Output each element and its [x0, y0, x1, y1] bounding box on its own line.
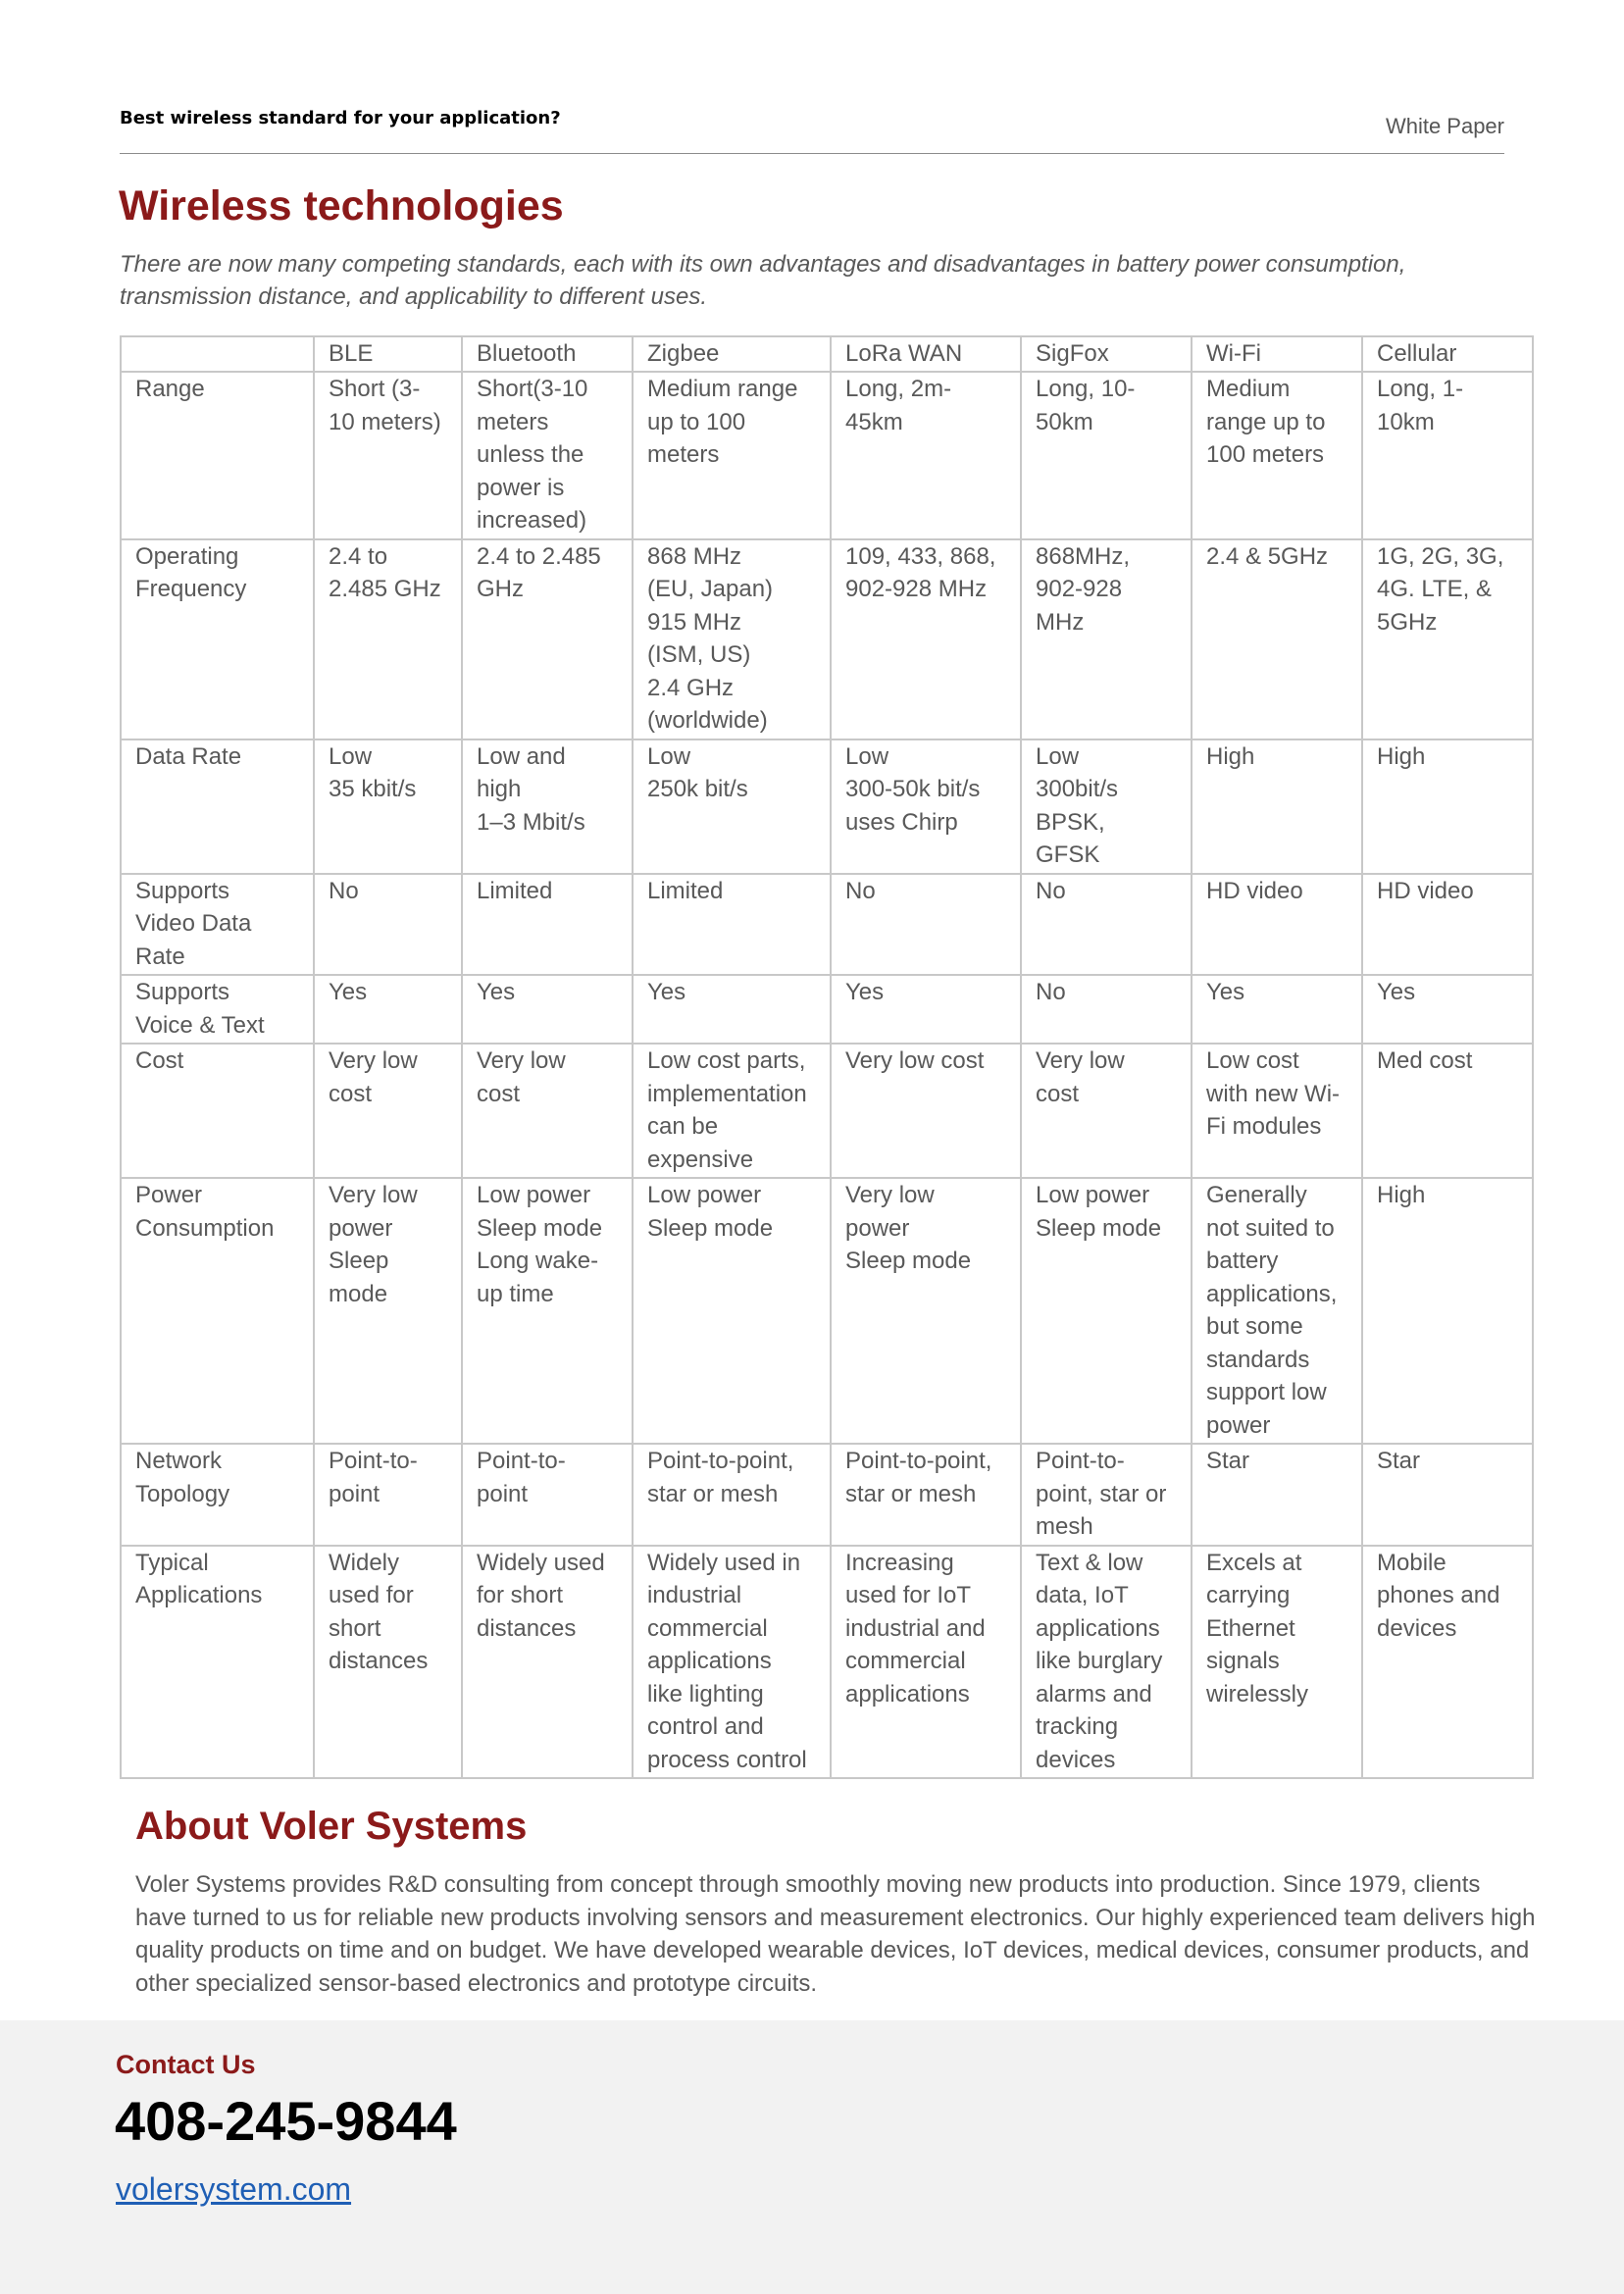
- cell-line: mode: [329, 1280, 388, 1307]
- cell-line: 1G, 2G, 3G,: [1377, 542, 1504, 570]
- cell-line: Ethernet: [1206, 1614, 1295, 1642]
- table-cell: [462, 372, 633, 539]
- cell-line: Low power: [477, 1182, 591, 1208]
- cell-line: (EU, Japan): [647, 576, 774, 602]
- table-cell: [633, 1444, 831, 1546]
- cell-line: alarms and: [1036, 1680, 1152, 1708]
- cell-line: Sleep mode: [845, 1248, 972, 1274]
- table-cell: [1021, 1178, 1192, 1444]
- table-cell: [462, 1546, 633, 1779]
- cell-line: Point-to-: [329, 1448, 418, 1474]
- row-label-line: Consumption: [135, 1214, 275, 1242]
- cell-line: like lighting: [647, 1680, 764, 1708]
- contact-label: Contact Us: [116, 2050, 256, 2079]
- table-row: [121, 372, 1533, 539]
- row-label-line: Data Rate: [135, 742, 242, 770]
- table-row: [121, 1444, 1533, 1546]
- cell-line: applications: [845, 1680, 970, 1708]
- cell-line: GFSK: [1036, 841, 1100, 868]
- cell-line: Yes: [647, 979, 686, 1005]
- table-cell: [314, 1546, 462, 1779]
- cell-line: 300-50k bit/s: [845, 776, 981, 802]
- table-cell: [1021, 874, 1192, 976]
- cell-line: Point-to-point,: [845, 1448, 992, 1474]
- table-cell: [462, 975, 633, 1044]
- header-white-paper-label: White Paper: [1385, 114, 1504, 138]
- cell-line: Very low: [1036, 1047, 1125, 1074]
- table-cell: [633, 1546, 831, 1779]
- cell-line: distances: [329, 1648, 429, 1674]
- cell-line: can be: [647, 1113, 719, 1140]
- cell-line: Yes: [845, 979, 885, 1005]
- table-cell: [462, 874, 633, 976]
- cell-line: Low: [647, 742, 691, 770]
- cell-line: Medium range: [647, 376, 798, 402]
- cell-line: Increasing: [845, 1549, 954, 1576]
- cell-line: expensive: [647, 1146, 754, 1173]
- table-cell: [314, 975, 462, 1044]
- table-cell: [1362, 539, 1533, 739]
- cell-line: 10km: [1377, 408, 1435, 435]
- row-label-line: Range: [135, 376, 205, 402]
- row-label: [121, 1178, 314, 1444]
- cell-line: Very low cost: [845, 1047, 985, 1074]
- table-cell: [462, 1444, 633, 1546]
- cell-line: Excels at: [1206, 1549, 1302, 1576]
- cell-line: (ISM, US): [647, 641, 751, 668]
- cell-line: cost: [329, 1080, 373, 1107]
- cell-line: 2.4 GHz: [647, 674, 735, 701]
- cell-line: Long wake-: [477, 1248, 599, 1274]
- table-cell: [1192, 1044, 1362, 1178]
- about-text: Voler Systems provides R&D consulting from concept through smoothly moving new products into production. Since 1979, clients have turned to us for reliable new products involving sensors and measurement electronics. Our highly experienced team delivers high quality products on time and on budget. We have developed wearable devices, IoT devices, medical devices, consumer products, and other specialized sensor-based electronics and prototype circuits.: [135, 1871, 1536, 1997]
- table-cell: [1362, 975, 1533, 1044]
- cell-line: implementation: [647, 1080, 807, 1107]
- cell-line: Sleep mode: [477, 1214, 603, 1242]
- cell-line: High: [1377, 742, 1426, 770]
- cell-line: HD video: [1377, 877, 1474, 904]
- cell-line: No: [1036, 877, 1066, 904]
- table-cell: [314, 1444, 462, 1546]
- row-label-line: Video Data: [135, 910, 252, 937]
- table-cell: [1192, 975, 1362, 1044]
- table-cell: [1192, 372, 1362, 539]
- cell-line: commercial: [647, 1614, 768, 1642]
- cell-line: Generally: [1206, 1182, 1307, 1208]
- cell-line: GHz: [477, 576, 524, 602]
- table-column-header: Wi-Fi: [1192, 336, 1362, 372]
- row-label-line: Applications: [135, 1582, 263, 1608]
- cell-line: standards: [1206, 1346, 1310, 1373]
- row-label: [121, 1546, 314, 1779]
- table-cell: [831, 1444, 1021, 1546]
- cell-line: but some: [1206, 1313, 1303, 1340]
- cell-line: up to 100: [647, 408, 746, 435]
- table-cell: [1192, 1546, 1362, 1779]
- table-cell: [831, 975, 1021, 1044]
- cell-line: like burglary: [1036, 1648, 1163, 1674]
- table-cell: [831, 739, 1021, 874]
- table-column-header: SigFox: [1021, 336, 1192, 372]
- cell-line: used for: [329, 1582, 414, 1608]
- cell-line: No: [329, 877, 359, 904]
- cell-line: Med cost: [1377, 1047, 1473, 1074]
- cell-line: Low and: [477, 742, 566, 770]
- table-cell: [1362, 1178, 1533, 1444]
- row-label-line: Supports: [135, 877, 230, 904]
- table-cell: [831, 539, 1021, 739]
- table-column-header: BLE: [314, 336, 462, 372]
- row-label: [121, 739, 314, 874]
- cell-line: Point-to-: [477, 1448, 566, 1474]
- cell-line: Point-to-: [1036, 1448, 1125, 1474]
- table-row: [121, 874, 1533, 976]
- table-cell: [1192, 1178, 1362, 1444]
- cell-line: Widely used: [477, 1549, 605, 1576]
- cell-line: 4G. LTE, &: [1377, 576, 1492, 602]
- cell-line: high: [477, 776, 522, 802]
- cell-line: Yes: [329, 979, 368, 1005]
- table-cell: [831, 1546, 1021, 1779]
- table-cell: [1362, 1044, 1533, 1178]
- row-label-line: Frequency: [135, 576, 247, 602]
- cell-line: 10 meters): [329, 408, 441, 435]
- cell-line: 50km: [1036, 408, 1093, 435]
- table-cell: [314, 1044, 462, 1178]
- cell-line: devices: [1377, 1614, 1457, 1642]
- table-row: [121, 975, 1533, 1044]
- table-cell: [314, 739, 462, 874]
- cell-line: 250k bit/s: [647, 776, 748, 802]
- cell-line: 902-928 MHz: [845, 576, 988, 602]
- table-row: [121, 1044, 1533, 1178]
- cell-line: 100 meters: [1206, 441, 1325, 468]
- table-cell: [1021, 1546, 1192, 1779]
- table-cell: [633, 372, 831, 539]
- table-cell: [314, 1178, 462, 1444]
- cell-line: for short: [477, 1582, 564, 1608]
- table-column-header: Bluetooth: [462, 336, 633, 372]
- table-cell: [314, 874, 462, 976]
- cell-line: 5GHz: [1377, 608, 1438, 636]
- cell-line: Medium: [1206, 376, 1291, 402]
- table-cell: [831, 1178, 1021, 1444]
- cell-line: mesh: [1036, 1513, 1093, 1540]
- cell-line: Short(3-10: [477, 376, 588, 402]
- cell-line: industrial: [647, 1582, 742, 1608]
- row-label: [121, 874, 314, 976]
- row-label-line: Operating: [135, 542, 239, 570]
- table-cell: [1362, 874, 1533, 976]
- cell-line: cost: [477, 1080, 521, 1107]
- cell-line: carrying: [1206, 1582, 1291, 1608]
- cell-line: tracking: [1036, 1713, 1119, 1740]
- cell-line: up time: [477, 1280, 554, 1307]
- table-cell: [633, 1044, 831, 1178]
- table-column-header: LoRa WAN: [831, 336, 1021, 372]
- cell-line: 1–3 Mbit/s: [477, 808, 585, 836]
- cell-line: phones and: [1377, 1582, 1500, 1608]
- cell-line: power: [845, 1214, 910, 1242]
- cell-line: devices: [1036, 1746, 1116, 1773]
- row-label: [121, 372, 314, 539]
- cell-line: with new Wi-: [1206, 1080, 1341, 1107]
- cell-line: Very low: [329, 1182, 418, 1208]
- table-row: [121, 1546, 1533, 1779]
- table-cell: [1192, 539, 1362, 739]
- table-cell: [1362, 1546, 1533, 1779]
- cell-line: Star: [1377, 1448, 1421, 1474]
- cell-line: increased): [477, 507, 587, 534]
- row-label-line: Network: [135, 1448, 223, 1474]
- table-cell: [1021, 1044, 1192, 1178]
- table-cell: [1362, 372, 1533, 539]
- table-column-header: Zigbee: [633, 336, 831, 372]
- table-cell: [1192, 1444, 1362, 1546]
- section-title: Wireless technologies: [119, 182, 564, 229]
- cell-line: uses Chirp: [845, 808, 958, 836]
- row-label-line: Voice & Text: [135, 1011, 265, 1039]
- cell-line: star or mesh: [845, 1480, 977, 1507]
- cell-line: Widely used in: [647, 1549, 801, 1576]
- cell-line: 300bit/s: [1036, 776, 1119, 802]
- cell-line: Very low: [477, 1047, 566, 1074]
- cell-line: Low power: [1036, 1182, 1150, 1208]
- cell-line: 2.4 to 2.485: [477, 542, 601, 570]
- cell-line: applications: [1036, 1614, 1160, 1642]
- cell-line: High: [1377, 1182, 1426, 1208]
- cell-line: Text & low: [1036, 1549, 1143, 1576]
- cell-line: meters: [647, 441, 720, 468]
- cell-line: 35 kbit/s: [329, 776, 417, 802]
- row-label-line: Power: [135, 1182, 203, 1208]
- cell-line: 109, 433, 868,: [845, 542, 996, 570]
- row-label: [121, 1444, 314, 1546]
- table-cell: [1021, 1444, 1192, 1546]
- cell-line: Fi modules: [1206, 1113, 1322, 1140]
- cell-line: Very low: [845, 1182, 935, 1208]
- cell-line: 868MHz,: [1036, 542, 1131, 570]
- table-cell: [633, 975, 831, 1044]
- cell-line: Widely: [329, 1549, 400, 1576]
- cell-line: Point-to-point,: [647, 1448, 794, 1474]
- cell-line: 2.4 to: [329, 542, 388, 570]
- table-cell: [462, 539, 633, 739]
- header-document-title: Best wireless standard for your application?: [120, 108, 561, 128]
- comparison-table: [120, 335, 1534, 1779]
- cell-line: Low cost parts,: [647, 1047, 806, 1074]
- cell-line: Sleep mode: [1036, 1214, 1162, 1242]
- cell-line: signals: [1206, 1648, 1280, 1674]
- cell-line: MHz: [1036, 608, 1085, 636]
- cell-line: meters: [477, 408, 549, 435]
- table-cell: [831, 372, 1021, 539]
- cell-line: power: [329, 1214, 393, 1242]
- cell-line: 868 MHz: [647, 542, 742, 570]
- table-cell: [1021, 975, 1192, 1044]
- cell-line: Limited: [647, 877, 724, 904]
- table-cell: [1362, 739, 1533, 874]
- cell-line: point: [477, 1480, 529, 1507]
- cell-line: Low: [1036, 742, 1080, 770]
- cell-line: power is: [477, 474, 565, 501]
- table-cell: [1362, 1444, 1533, 1546]
- table-cell: [462, 1178, 633, 1444]
- cell-line: Star: [1206, 1448, 1250, 1474]
- cell-line: cost: [1036, 1080, 1080, 1107]
- cell-line: distances: [477, 1614, 577, 1642]
- cell-line: BPSK,: [1036, 808, 1105, 836]
- cell-line: 2.485 GHz: [329, 576, 441, 602]
- cell-line: wirelessly: [1206, 1680, 1309, 1708]
- cell-line: industrial and: [845, 1614, 986, 1642]
- row-label-line: Supports: [135, 979, 230, 1005]
- table-header-corner: [121, 336, 314, 372]
- cell-line: Short (3-: [329, 376, 421, 402]
- table-row: [121, 739, 1533, 874]
- cell-line: battery: [1206, 1248, 1279, 1274]
- cell-line: point, star or: [1036, 1480, 1167, 1507]
- cell-line: (worldwide): [647, 707, 768, 734]
- cell-line: process control: [647, 1746, 807, 1773]
- table-cell: [633, 1178, 831, 1444]
- row-label: [121, 539, 314, 739]
- cell-line: star or mesh: [647, 1480, 779, 1507]
- row-label-line: Topology: [135, 1480, 230, 1507]
- table-header-row: [121, 336, 1533, 372]
- website-link[interactable]: volersystem.com: [116, 2171, 352, 2207]
- cell-line: commercial: [845, 1648, 966, 1674]
- cell-line: used for IoT: [845, 1582, 972, 1608]
- cell-line: applications: [647, 1648, 772, 1674]
- table-column-header: Cellular: [1362, 336, 1533, 372]
- phone-number[interactable]: 408-245-9844: [115, 2090, 457, 2152]
- cell-line: not suited to: [1206, 1214, 1335, 1242]
- cell-line: 915 MHz: [647, 608, 742, 636]
- row-label-line: Typical: [135, 1549, 209, 1576]
- cell-line: Sleep: [329, 1248, 389, 1274]
- row-label: [121, 1044, 314, 1178]
- cell-line: Long, 1-: [1377, 376, 1464, 402]
- table-row: [121, 539, 1533, 739]
- cell-line: No: [845, 877, 876, 904]
- cell-line: Long, 10-: [1036, 376, 1136, 402]
- cell-line: range up to: [1206, 408, 1326, 435]
- row-label-line: Cost: [135, 1047, 184, 1074]
- cell-line: Mobile: [1377, 1549, 1446, 1576]
- cell-line: HD video: [1206, 877, 1303, 904]
- cell-line: Sleep mode: [647, 1214, 774, 1242]
- table-cell: [1021, 539, 1192, 739]
- table-cell: [633, 874, 831, 976]
- table-cell: [462, 739, 633, 874]
- header-divider: [120, 153, 1504, 154]
- cell-line: Limited: [477, 877, 553, 904]
- table-cell: [831, 874, 1021, 976]
- cell-line: No: [1036, 979, 1066, 1005]
- cell-line: support low: [1206, 1379, 1327, 1405]
- row-label-line: Rate: [135, 943, 185, 970]
- table-cell: [1021, 372, 1192, 539]
- about-title: About Voler Systems: [135, 1805, 528, 1848]
- table-cell: [314, 372, 462, 539]
- table-cell: [314, 539, 462, 739]
- table-cell: [633, 739, 831, 874]
- table-cell: [1192, 739, 1362, 874]
- cell-line: unless the: [477, 441, 584, 468]
- cell-line: Yes: [1377, 979, 1416, 1005]
- cell-line: Yes: [1206, 979, 1245, 1005]
- cell-line: point: [329, 1480, 381, 1507]
- table-cell: [1021, 739, 1192, 874]
- cell-line: 902-928: [1036, 576, 1123, 602]
- table-cell: [633, 539, 831, 739]
- cell-line: Low power: [647, 1182, 762, 1208]
- cell-line: Low: [845, 742, 889, 770]
- table-cell: [831, 1044, 1021, 1178]
- section-intro: There are now many competing standards, each with its own advantages and disadvantages in battery power consumption, transmission distance, and applicability to different uses.: [120, 251, 1406, 310]
- row-label: [121, 975, 314, 1044]
- cell-line: Low cost: [1206, 1047, 1299, 1074]
- cell-line: High: [1206, 742, 1255, 770]
- cell-line: 45km: [845, 408, 903, 435]
- cell-line: data, IoT: [1036, 1582, 1129, 1608]
- cell-line: power: [1206, 1411, 1271, 1439]
- table-row: [121, 1178, 1533, 1444]
- cell-line: Long, 2m-: [845, 376, 952, 402]
- cell-line: applications,: [1206, 1280, 1338, 1307]
- cell-line: 2.4 & 5GHz: [1206, 542, 1329, 570]
- cell-line: control and: [647, 1713, 764, 1740]
- table-cell: [462, 1044, 633, 1178]
- cell-line: Very low: [329, 1047, 418, 1074]
- cell-line: short: [329, 1614, 381, 1642]
- cell-line: Low: [329, 742, 373, 770]
- cell-line: Yes: [477, 979, 516, 1005]
- table-cell: [1192, 874, 1362, 976]
